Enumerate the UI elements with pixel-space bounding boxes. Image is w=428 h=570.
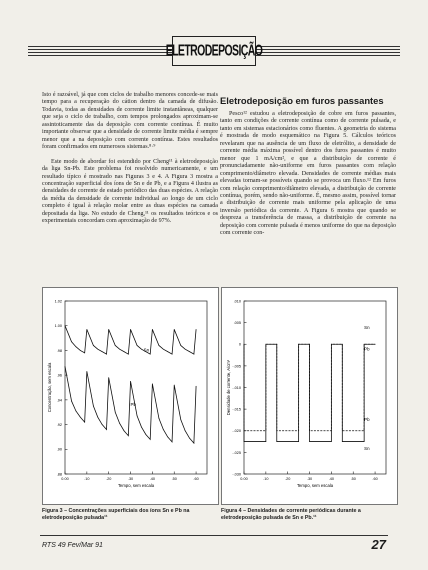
data-point [189,438,190,439]
data-point [364,430,365,431]
data-point [65,366,66,367]
data-point [342,430,343,431]
data-point [84,422,85,423]
y-axis-label: Densidade de corrente, A/cm² [226,359,231,416]
data-point [331,344,332,345]
section-title-box [165,36,263,66]
data-point [97,417,98,418]
y-tick-label: .92 [56,422,62,427]
y-axis-label: Concentração, sem escala [47,362,52,413]
data-point [102,424,103,425]
page-number: 27 [371,537,386,552]
data-point [106,429,107,430]
journal-reference: RTS 49 Fev/Mar 91 [42,542,103,549]
series-label: Pb [130,402,136,408]
data-point [174,329,175,330]
paragraph: Este modo de abordar foi estendido por Cheng¹¹ à eletrodeposição da liga Sn-Pb. Este problema foi resolvido numericamente, e um resultado típico é mostrado nas Figuras 3 e 4. A Figura 3 mostra a concentração superficial dos íons de Sn e de Pb, e a Figura 4 ilustra as densidades de corrente de estado periódico das duas espécies. A relação da média da densidade de corrente individual ao longo de um ciclo completo é igual à relação molar entre as duas espécies na camada depositada da liga. No estudo de Cheng,¹¹ os resultados teóricos e os experimentais concordam com aproximação de 97%. [42,158,218,225]
data-point [108,329,109,330]
data-point [124,430,125,431]
data-point [298,344,299,345]
data-point [65,325,66,326]
series-label: Pb [364,417,370,423]
y-tick-label: .96 [56,373,62,378]
data-point [180,419,181,420]
data-point [163,429,164,430]
data-point [174,385,175,386]
data-point [276,430,277,431]
data-point [86,329,87,330]
data-point [265,441,266,442]
data-point [244,441,245,442]
x-tick-label: .60 [193,477,199,481]
x-tick-label: .50 [171,477,177,481]
data-point [309,344,310,345]
series-label: Sn [364,446,370,452]
paragraph: Pesco¹² estudou a eletrodeposição de cobre em furos passantes, tanto em condições de corrente contínua como de corrente pulsada, e tanto em sistemas estacionários como fluentes. A geometria do sistema é mostrada de modo esquemático na Figura 5. Cálculos teóricos revelaram que na ausência de um fluxo de eletrólito, a densidade de corrente média máxima possível dentro dos furos passantes é muito menor que 1 mA/cm², e que a distribuição de corrente é pronunciadamente não-uniforme em furos passantes com relação comprimento/diâmetro elevada. Densidades de corrente médias mais elevadas tornam-se possíveis quando se provoca um fluxo.¹² Em furos com relação comprimento/diâmetro elevada, a distribuição de corrente contínua, porém, sendo não-uniforme. É, mesmo assim, possível tornar a distribuição de corrente mais uniforme pela aplicação de uma inversão periódica da corrente. A Figura 6 mostra que quando se despreza a transferência de massa, a distribuição de corrente na deposição com corrente pulsada é menos uniforme do que na deposição com corrente con- [220,111,396,237]
data-point [130,381,131,382]
x-axis-label: Tempo, sem escala [117,483,155,488]
y-tick-label: -.030 [232,472,241,477]
data-point [244,430,245,431]
data-point [93,345,94,346]
y-tick-label: -.005 [232,364,241,369]
data-point [137,416,138,417]
data-point [375,344,376,345]
section-header [0,34,428,74]
data-point [141,349,142,350]
data-point [244,344,245,345]
data-point [331,441,332,442]
data-point [80,350,81,351]
data-point [71,401,72,402]
figure-4-chart [222,288,397,504]
y-tick-label: .005 [233,321,241,326]
x-tick-label: .30 [127,477,134,481]
figure-3-caption: Figura 3 – Concentrações superficiais dos íons Sn e Pb na eletrodeposição pulsada¹¹ [42,508,190,521]
paragraph: Isto é razoável, já que com ciclos de trabalho menores concede-se mais tempo para a recuperação do cátion dentro da camada de difusão. Todavia, todas as densidades de corrente limite instantâneas, qualquer que seja o ciclo de trabalho, com tempos prolongados aproximam-se assintoticamente das da deposição com corrente contínua. É muito importante observar que a densidade de corrente limite média é sempre menor que a na deposição com corrente contínua. Estes resultados foram confirmados em numerosos sistemas.⁸·⁹ [42,92,218,151]
x-tick-label: .50 [350,477,356,481]
x-tick-label: .10 [84,477,90,481]
x-tick-label: .10 [263,477,269,481]
data-point [194,354,195,355]
y-tick-label: -.010 [232,385,241,390]
data-point [130,329,131,330]
data-point [115,345,116,346]
left-column [42,92,218,233]
x-tick-label: 0.00 [240,477,248,481]
data-point [124,351,125,352]
data-point [185,430,186,431]
x-tick-label: 0.00 [61,477,69,481]
data-point [119,423,120,424]
data-point [309,441,310,442]
data-point [119,349,120,350]
data-point [265,344,266,345]
data-point [108,377,109,378]
data-point [194,443,195,444]
data-point [364,344,365,345]
data-point [145,434,146,435]
x-axis-label: Tempo, sem escala [296,483,334,488]
data-point [159,418,160,419]
figure-4-caption: Figura 4 – Densidades de corrente periódicas durante a eletrodeposição pulsada de Sn e Pb.¹¹ [221,508,361,521]
data-point [364,441,365,442]
data-point [189,351,190,352]
data-point [196,329,197,330]
y-tick-label: 0 [238,342,241,347]
data-point [128,354,129,355]
y-tick-label: .010 [233,299,241,304]
right-column [220,92,396,245]
data-point [276,344,277,345]
x-tick-label: .60 [372,477,378,481]
data-point [342,344,343,345]
data-point [86,371,87,372]
y-tick-label: .94 [56,398,62,403]
data-point [152,383,153,384]
series-label: Sn [143,347,150,353]
figure-4 [221,287,398,505]
y-tick-label: .88 [56,472,62,477]
data-point [137,345,138,346]
data-point [167,437,168,438]
data-point [172,354,173,355]
y-tick-label: 1.02 [54,299,62,304]
chart-annotation: Sn [364,325,370,331]
x-tick-label: .40 [328,477,335,481]
series-line-sn [65,326,196,354]
data-point [102,351,103,352]
data-point [76,346,77,347]
data-point [150,439,151,440]
data-point [97,349,98,350]
y-tick-label: -.020 [232,429,241,434]
data-point [141,427,142,428]
data-point [76,411,77,412]
section-heading: Eletrodeposição em furos passantes [220,95,384,106]
data-point [159,345,160,346]
data-point [80,417,81,418]
data-point [309,430,310,431]
y-tick-label: .90 [56,447,62,452]
y-tick-label: -.015 [232,407,241,412]
y-tick-label: -.025 [232,450,241,455]
figure-3-chart [43,288,218,504]
y-tick-label: 1.00 [54,324,62,329]
data-point [298,430,299,431]
x-tick-label: .20 [106,477,112,481]
data-point [115,412,116,413]
figure-3 [42,287,219,505]
x-tick-label: .40 [149,477,156,481]
chart-annotation: Pb [364,346,370,352]
data-point [163,349,164,350]
data-point [152,329,153,330]
data-point [276,441,277,442]
data-point [196,386,197,387]
data-point [150,354,151,355]
data-point [84,353,85,354]
data-point [331,430,332,431]
data-point [167,351,168,352]
data-point [342,441,343,442]
x-tick-label: .20 [285,477,291,481]
data-point [106,354,107,355]
y-tick-label: .98 [56,348,62,353]
data-point [185,349,186,350]
x-tick-label: .30 [306,477,313,481]
data-point [180,345,181,346]
data-point [298,441,299,442]
data-point [172,442,173,443]
data-point [71,341,72,342]
footer-rule [40,535,388,536]
data-point [93,406,94,407]
section-title: ELETRODEPOSIÇÃO [165,42,263,60]
data-point [128,435,129,436]
data-point [265,430,266,431]
